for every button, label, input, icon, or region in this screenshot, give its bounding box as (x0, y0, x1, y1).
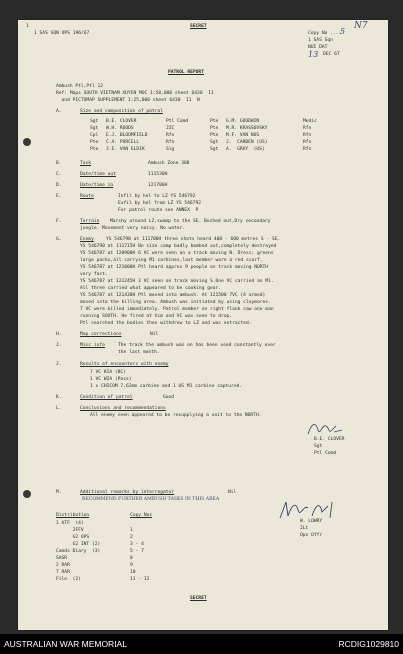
section-title: Condition of patrol (80, 395, 133, 400)
misc-info-text: The track the ambush was on has been used constantly over (118, 343, 276, 348)
document-reference: 1 SAS SQN OPS 196/67 (34, 31, 90, 36)
report-date: DEC 67 (323, 52, 340, 57)
section-title: Date/time out (80, 172, 116, 177)
distribution-copies: 3 - 4 (130, 542, 144, 547)
distribution-recipient: G2 INT (2) (56, 542, 101, 547)
member-name: C.A. PURCELL (106, 140, 140, 145)
document-page (18, 20, 388, 630)
page-marking-handwritten: N7 (354, 21, 368, 31)
section-title: Additional remarks by interrogator (80, 490, 175, 495)
results-line: 1 x CHICOM 7.62mm carbine and 1 US M1 carbine captured. (90, 384, 243, 389)
enemy-text: large packs,all carrying M1 carbines,last member wore a red scarf. (80, 258, 263, 263)
section-label: F. (56, 219, 62, 224)
section-label: G. (56, 237, 62, 242)
report-title: PATROL REPORT (168, 70, 204, 75)
section-label: E. (56, 194, 62, 199)
member-name: B.E. CLOVER (106, 119, 137, 124)
interrogator-remarks-value: Nil (228, 490, 237, 495)
signatory-role: Ops Offr (300, 533, 323, 538)
copy-number: Copy No .... (308, 31, 342, 36)
rank: Sgt (90, 119, 99, 124)
rank: Pte (210, 126, 219, 131)
security-classification-bottom: SECRET (190, 596, 207, 601)
punch-hole (23, 138, 31, 146)
role: Medic (303, 119, 317, 124)
section-title: Results of encounters with enemy (80, 362, 169, 367)
enemy-text: running SOUTH. He fired at him and VC was seen to drop. (80, 314, 233, 319)
member-name: M.R. KRASSOVSKY (226, 126, 268, 131)
copy-number-handwritten: 5 (340, 27, 346, 36)
enemy-text: YS 546790 at 111715H Bn size camp badly bombed out,completely destroyed (80, 244, 277, 249)
role: Rfn (166, 133, 175, 138)
distribution-copies: 5 - 7 (130, 549, 144, 554)
intro-line: Ref: Maps SOUTH VIETNAM XUYEN MOC 1:50,000 sheet 6430 11 (56, 91, 214, 96)
enemy-text: Ptl searched the bodies then withdrew to LZ and was extracted. (80, 321, 252, 326)
handwritten-recommendation: RECOMMEND FURTHER AMBUSH TASKS IN THIS AREA (82, 497, 220, 502)
enemy-text: moved into the killing area. Ambush was initiated by using claymores. (80, 300, 271, 305)
rank: Sgt (210, 147, 219, 152)
member-name: J.E. VAN ELDIK (106, 147, 145, 152)
distribution-copies: 2 (130, 535, 133, 540)
distribution-recipient: 2 RAR (56, 563, 70, 568)
distribution-recipient: 1 ATF (4) (56, 521, 84, 526)
member-name: W.H. ROODS (106, 126, 134, 131)
signatory-rank: 2Lt (300, 526, 309, 531)
distribution-copies: 11 - 12 (130, 577, 150, 582)
signatory-rank: Sgt (314, 444, 323, 449)
rank: Pte (90, 140, 99, 145)
member-name: J. CARDEN (US) (226, 140, 268, 145)
role: Rfn (303, 133, 312, 138)
unit-location: NUI DAT (308, 45, 328, 50)
section-label: D. (56, 183, 62, 188)
section-title: Conclusions and recommendations (80, 406, 166, 411)
section-label: M. (56, 490, 62, 495)
archive-footer (0, 634, 403, 654)
task-value: Ambush Zone 308 (148, 161, 190, 166)
signatory-role: Ptl Comd (314, 451, 337, 456)
section-title: Size and composition of patrol (80, 109, 163, 114)
security-classification-top: SECRET (190, 24, 207, 29)
distribution-header: Distribution (56, 513, 90, 518)
section-title: Task (80, 161, 92, 166)
unit-name: 1 SAS Sqn (308, 38, 333, 43)
results-line: 7 VC KIA (BC) (90, 370, 126, 375)
distribution-recipient: File (2) (56, 577, 81, 582)
archive-record-id: RCDIG1029810 (338, 639, 399, 649)
map-corrections-value: Nil (150, 332, 159, 337)
distribution-recipient: SASR (56, 556, 68, 561)
role: Rfn (303, 147, 312, 152)
section-title: Date/time in (80, 183, 114, 188)
section-label: B. (56, 161, 62, 166)
signatory-name: W. LOWRY (300, 519, 323, 524)
rank: Pte (210, 119, 219, 124)
section-label: K. (56, 395, 62, 400)
rank: Pte (90, 147, 99, 152)
section-label: J. (56, 362, 62, 367)
rank: Cpl (90, 133, 99, 138)
archive-name: AUSTRALIAN WAR MEMORIAL (4, 639, 127, 649)
member-name: M.F. VAN NUS (226, 133, 260, 138)
route-line: Infil by hel to LZ YS 546792 (118, 194, 196, 199)
signatory-name: B.E. CLOVER (314, 437, 345, 442)
section-label: H. (56, 332, 62, 337)
distribution-recipient: G2 OPS (56, 535, 90, 540)
distribution-recipient: 2FFV (56, 528, 84, 533)
intro-line: and PICTOMAP SUPPLEMENT 1:25,000 sheet 6430 11 N (56, 98, 200, 103)
section-label: L. (56, 406, 62, 411)
page-number: 1 (26, 24, 29, 29)
copy-numbers-header: Copy Nos (130, 513, 153, 518)
misc-info-text: the last month. (118, 350, 160, 355)
distribution-recipient: Comds Diary (3) (56, 549, 101, 554)
patrol-condition-value: Good (163, 395, 175, 400)
distribution-copies: 1 (130, 528, 133, 533)
role: Ptl Comd (166, 119, 189, 124)
section-title: Enemy (80, 237, 94, 242)
section-title: Terrain (80, 219, 100, 224)
intro-line: Ambush Ptl,Ptl 12 (56, 84, 104, 89)
route-line: For patrol route see ANNEX P (118, 208, 199, 213)
distribution-copies: 9 (130, 563, 133, 568)
section-label: A. (56, 109, 62, 114)
section-title: Route (80, 194, 94, 199)
datetime-out-value: 111530H (148, 172, 168, 177)
datetime-in-value: 121700H (148, 183, 168, 188)
role: Rfn (303, 140, 312, 145)
enemy-text: 7 VC were killed immediately. Patrol member on right flank saw one man (80, 307, 274, 312)
role: Rfn (303, 126, 312, 131)
section-title: Misc info (80, 343, 105, 348)
terrain-text: Marshy around LZ,swamp to the SE. Bushed out,Dry secondary (110, 219, 271, 224)
role: Sig (166, 147, 175, 152)
conclusions-text: All enemy seen appeared to be resupplying a unit to the NORTH. (90, 413, 262, 418)
section-label: J. (56, 343, 62, 348)
distribution-copies: 8 (130, 556, 133, 561)
terrain-text: jungle. Movement very noisy. No water. (80, 226, 186, 231)
enemy-text: YS 546790 at 111700H three shots heard 400 - 600 metres S - SE. (106, 237, 281, 242)
rank: Pte (210, 133, 219, 138)
punch-hole (23, 490, 31, 498)
enemy-text: All three carried what appeared to be cooking gear. (80, 286, 222, 291)
distribution-copies: 10 (130, 570, 136, 575)
enemy-text: YS 546787 at 121430H Ptl moved into ambush. At 121500 7VC (4 armed) (80, 293, 266, 298)
enemy-text: YS 546787 at 121245H 3 VC seen on track moving S.One VC carried an M1. (80, 279, 274, 284)
section-title: Map corrections (80, 332, 122, 337)
enemy-text: YS 546787 at 120900H 6 VC were seen on a track moving N. Dress; greens (80, 251, 274, 256)
rank: Sgt (90, 126, 99, 131)
role: 2IC (166, 126, 175, 131)
member-name: A. GRAY (US) (226, 147, 265, 152)
member-name: E.J. BLOOMFIELD (106, 133, 148, 138)
enemy-text: very fast. (80, 272, 108, 277)
enemy-text: YS 546787 at 121000H Ptl heard approx 9 people on track moving NORTH (80, 265, 269, 270)
route-line: Exfil by hel from LZ YS 546792 (118, 201, 201, 206)
member-name: G.M. GOODWIN (226, 119, 260, 124)
section-label: C. (56, 172, 62, 177)
patrol-commander-signature (306, 420, 346, 438)
date-day-handwritten: 13 (308, 50, 319, 59)
role: Rfn (166, 140, 175, 145)
distribution-recipient: 7 RAR (56, 570, 70, 575)
rank: Sgt (210, 140, 219, 145)
results-line: 1 VC WIA (Poss) (90, 377, 132, 382)
